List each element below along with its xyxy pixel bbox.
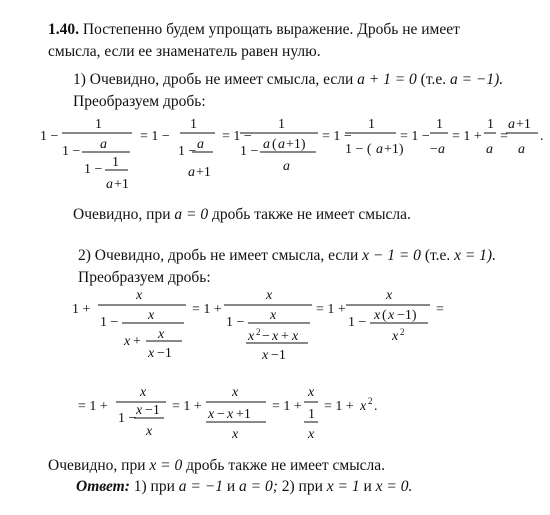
svg-text:x: x	[148, 346, 155, 361]
svg-text:(: (	[272, 137, 277, 152]
part2-condition-line	[78, 248, 496, 264]
svg-text:+1: +1	[196, 165, 211, 180]
svg-text:−: −	[430, 142, 438, 157]
part2-condition-formula: x − 1 = 0	[362, 247, 421, 264]
svg-text:+1): +1)	[384, 142, 404, 157]
answer-value-4: x = 0.	[375, 478, 413, 495]
part1-conclusion-text-b: дробь также не имеет смысла.	[211, 206, 411, 223]
svg-text:x: x	[136, 403, 143, 418]
svg-text:x: x	[248, 329, 255, 344]
svg-text:= 1 +: = 1 +	[192, 302, 222, 317]
svg-text:x: x	[136, 288, 143, 303]
answer-label: Ответ:	[76, 478, 130, 495]
answer-line	[76, 479, 412, 495]
part2-conclusion-text-a: Очевидно, при	[48, 457, 146, 474]
svg-text:1: 1	[190, 117, 197, 132]
svg-text:1 −: 1 −	[100, 315, 119, 330]
svg-text:1: 1	[112, 155, 119, 170]
svg-text:a: a	[197, 137, 204, 152]
answer-text-a: 1) при	[133, 478, 175, 495]
svg-text:= 1 −: = 1 −	[322, 129, 352, 144]
svg-text:a: a	[376, 142, 383, 157]
svg-text:1: 1	[278, 117, 285, 132]
svg-text:= 1 +: = 1 +	[316, 302, 346, 317]
part1-transform-text: Преобразуем дробь:	[73, 93, 206, 110]
svg-text:x: x	[262, 348, 269, 363]
problem-number: 1.40.	[48, 21, 79, 38]
svg-text:1 −: 1 −	[240, 144, 259, 159]
part2-condition-te: (т.е.	[424, 247, 451, 264]
svg-text:= 1 +: = 1 +	[272, 399, 302, 414]
svg-text:a: a	[188, 165, 195, 180]
answer-value-3: x = 1	[326, 478, 360, 495]
svg-text:x: x	[146, 424, 153, 439]
answer-value-2: a = 0;	[239, 478, 278, 495]
svg-text:a: a	[100, 137, 107, 152]
svg-text:−: −	[217, 407, 225, 422]
svg-text:a: a	[438, 142, 445, 157]
svg-text:1: 1	[436, 117, 443, 132]
svg-text:x: x	[148, 308, 155, 323]
svg-text:= 1 +: = 1 +	[78, 399, 108, 414]
svg-text:1 +: 1 +	[72, 302, 91, 317]
svg-text:+1): +1)	[286, 137, 306, 152]
svg-text:= 1 −: = 1 −	[140, 129, 170, 144]
svg-text:x: x	[360, 399, 367, 414]
part1-conclusion-value: a = 0	[174, 206, 209, 223]
part2-condition-value: x = 1).	[454, 247, 496, 264]
problem-intro-line-1	[48, 22, 460, 38]
svg-text:x: x	[124, 334, 131, 349]
svg-text:2: 2	[256, 327, 261, 337]
svg-text:x: x	[232, 385, 239, 400]
svg-text:x: x	[292, 329, 299, 344]
problem-intro-line-2	[48, 44, 321, 60]
part2-formula-row-1	[0, 283, 550, 373]
svg-text:−1: −1	[271, 348, 286, 363]
svg-text:1 −: 1 −	[348, 315, 367, 330]
svg-text:a: a	[486, 142, 493, 157]
svg-text:−1: −1	[145, 403, 160, 418]
svg-text:1 −: 1 −	[62, 144, 81, 159]
svg-text:.: .	[374, 399, 378, 414]
svg-text:x: x	[208, 407, 215, 422]
svg-text:x: x	[158, 327, 165, 342]
svg-text:2: 2	[400, 327, 405, 337]
part1-condition-formula: a + 1 = 0	[357, 71, 417, 88]
svg-text:a: a	[278, 137, 285, 152]
svg-text:= 1 −: = 1 −	[222, 129, 252, 144]
svg-text:a: a	[106, 177, 113, 192]
svg-text:x: x	[140, 385, 147, 400]
svg-text:x: x	[270, 308, 277, 323]
svg-text:= 1 −: = 1 −	[400, 129, 430, 144]
svg-text:1: 1	[368, 117, 375, 132]
svg-text:= 1 +: = 1 +	[172, 399, 202, 414]
svg-text:(: (	[382, 308, 387, 323]
svg-text:x: x	[388, 308, 395, 323]
svg-text:x: x	[386, 288, 393, 303]
svg-text:1 −: 1 −	[226, 315, 245, 330]
part1-condition-line	[73, 72, 503, 88]
part2-conclusion-value: x = 0	[149, 457, 183, 474]
svg-text:x: x	[308, 427, 315, 442]
svg-text:1 −: 1 −	[84, 162, 103, 177]
svg-text:.: .	[540, 129, 544, 144]
part1-condition-te: (т.е.	[420, 71, 447, 88]
svg-text:x: x	[272, 329, 279, 344]
svg-text:a: a	[508, 117, 515, 132]
part2-formula-row-2	[0, 378, 550, 448]
problem-intro-text-2: смысла, если ее знаменатель равен нулю.	[48, 43, 321, 60]
svg-text:a: a	[283, 159, 290, 174]
svg-text:+: +	[133, 334, 141, 349]
svg-text:= 1 +: = 1 +	[324, 399, 354, 414]
svg-text:x: x	[308, 385, 315, 400]
svg-text:x: x	[232, 427, 239, 442]
svg-text:x: x	[374, 308, 381, 323]
svg-text:+: +	[281, 329, 289, 344]
svg-text:1 −: 1 −	[118, 411, 137, 426]
answer-and-1: и	[226, 478, 236, 495]
svg-text:=: =	[500, 129, 508, 144]
svg-text:+1: +1	[114, 177, 129, 192]
part1-formula-chain	[0, 108, 550, 208]
svg-text:+1: +1	[236, 407, 251, 422]
svg-text:a: a	[263, 137, 270, 152]
svg-text:= 1 +: = 1 +	[452, 129, 482, 144]
part1-conclusion	[73, 207, 411, 223]
part2-conclusion	[48, 458, 385, 474]
svg-text:=: =	[436, 302, 444, 317]
part1-condition-text: 1) Очевидно, дробь не имеет смысла, если	[73, 71, 354, 88]
part1-condition-value: a = −1).	[449, 71, 504, 88]
svg-text:1 −: 1 −	[178, 144, 197, 159]
svg-text:−: −	[262, 329, 270, 344]
answer-text-b: 2) при	[281, 478, 323, 495]
svg-text:1: 1	[95, 117, 102, 132]
part2-transform-text: Преобразуем дробь:	[78, 269, 211, 286]
svg-text:1: 1	[308, 407, 315, 422]
svg-text:x: x	[227, 407, 234, 422]
svg-text:1: 1	[487, 117, 494, 132]
svg-text:1 −: 1 −	[40, 129, 59, 144]
svg-text:−1): −1)	[397, 308, 417, 323]
svg-text:1 − (: 1 − (	[345, 142, 372, 157]
answer-and-2: и	[363, 478, 372, 495]
svg-text:+1: +1	[516, 117, 531, 132]
part1-conclusion-text-a: Очевидно, при	[73, 206, 171, 223]
svg-text:2: 2	[368, 396, 373, 406]
svg-text:x: x	[392, 329, 399, 344]
svg-text:−1: −1	[157, 346, 172, 361]
answer-value-1: a = −1	[178, 478, 223, 495]
svg-text:a: a	[518, 142, 525, 157]
part2-condition-text: 2) Очевидно, дробь не имеет смысла, если	[78, 247, 359, 264]
problem-intro-text-1: Постепенно будем упрощать выражение. Дробь не имеет	[82, 21, 460, 38]
svg-text:x: x	[266, 288, 273, 303]
part2-conclusion-text-b: дробь также не имеет смысла.	[186, 457, 385, 474]
